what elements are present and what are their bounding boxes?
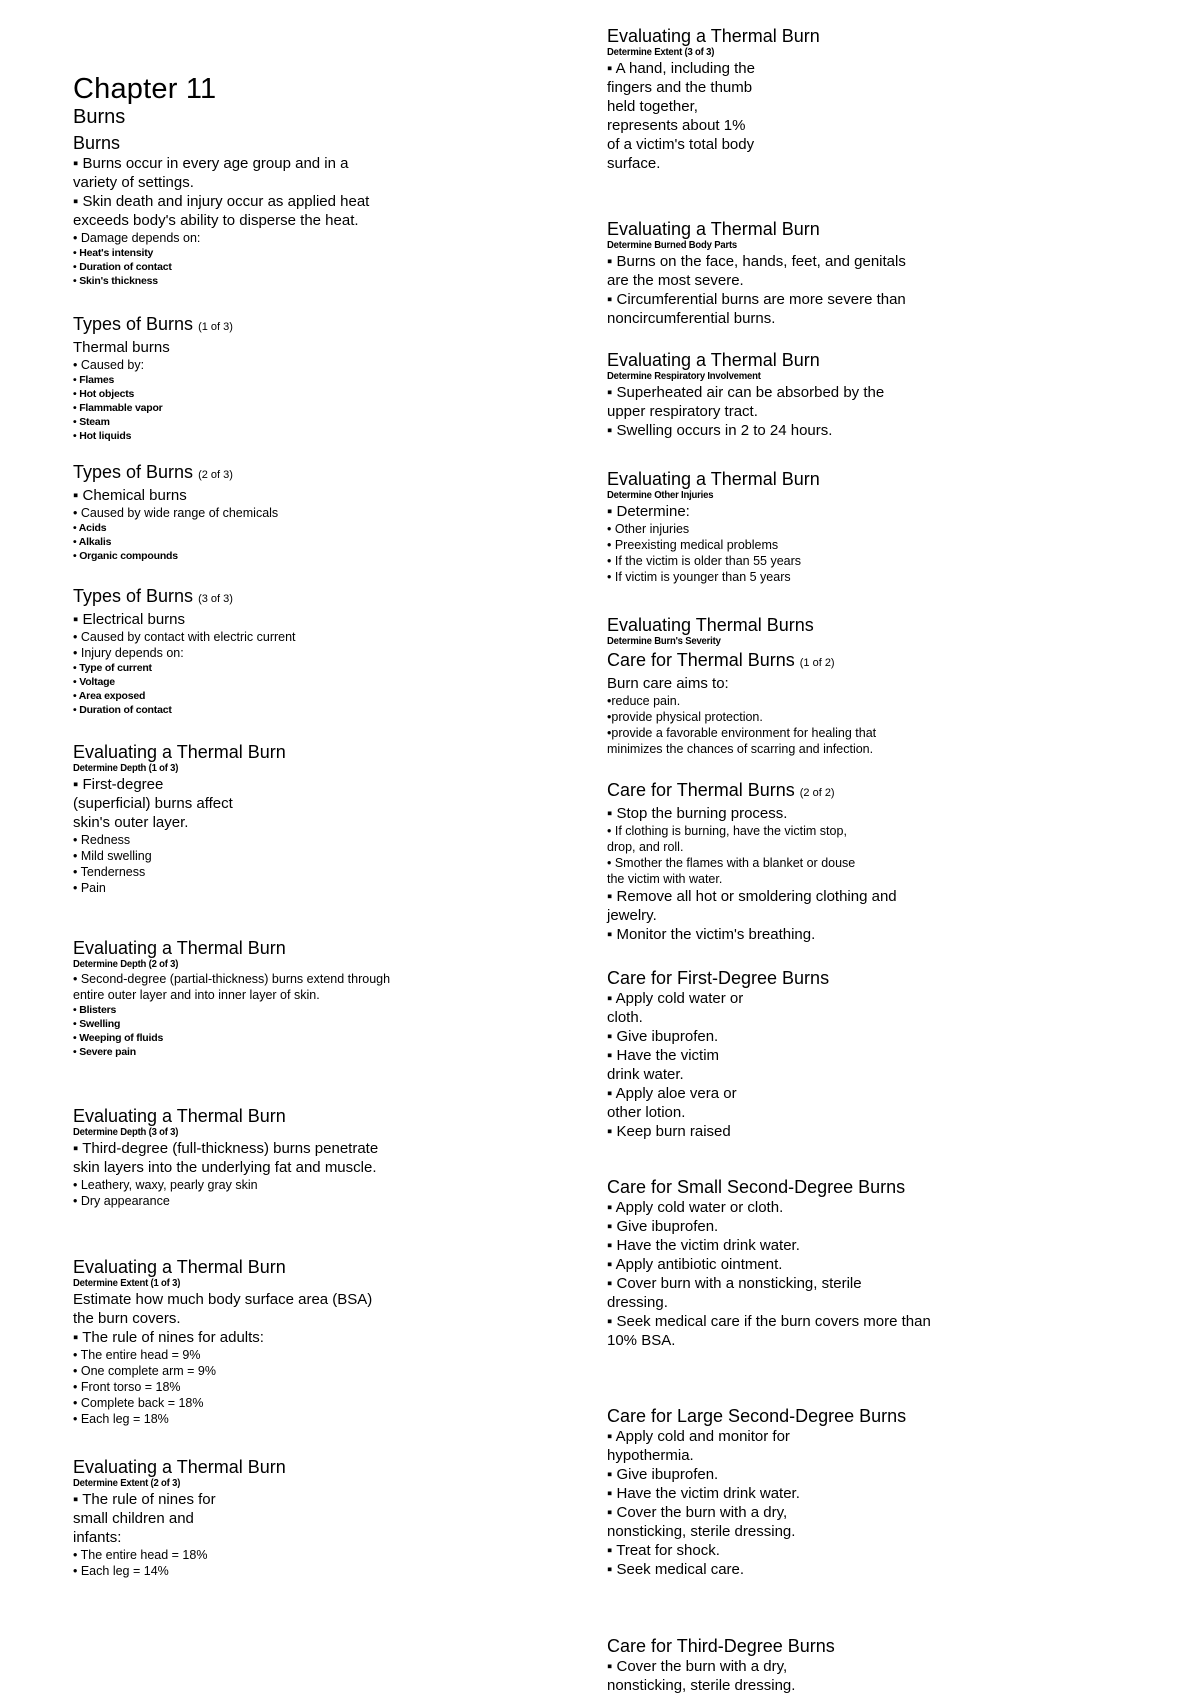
bullet: ▪ The rule of nines for adults: bbox=[73, 1329, 264, 1346]
chapter-title: Chapter 11 bbox=[73, 73, 217, 105]
slide-kicker: Determine Depth (1 of 3) bbox=[73, 763, 179, 774]
title-text: Types of Burns bbox=[73, 314, 194, 334]
sub-bullet: •reduce pain. bbox=[607, 694, 681, 708]
bullet: ▪ Give ibuprofen. bbox=[607, 1218, 719, 1235]
sub-sub-bullet: • Weeping of fluids bbox=[73, 1032, 164, 1044]
slide-kicker: Determine Extent (3 of 3) bbox=[607, 47, 715, 58]
sub-bullet: • The entire head = 18% bbox=[73, 1548, 208, 1562]
slide-kicker: Determine Depth (3 of 3) bbox=[73, 1127, 179, 1138]
slide-care-thermal-1 bbox=[607, 650, 1167, 757]
slide-kicker: Determine Other Injuries bbox=[607, 490, 714, 501]
sub-bullet: • Redness bbox=[73, 833, 131, 847]
bullet: ▪ First-degree (superficial) burns affect skin's outer layer. bbox=[73, 776, 233, 831]
slide-title bbox=[607, 650, 1167, 674]
sub-bullet: • Other injuries bbox=[607, 522, 690, 536]
bullet: ▪ Electrical burns bbox=[73, 611, 186, 628]
slide-evaluating-severity bbox=[607, 615, 1167, 648]
sub-sub-bullet: • Flames bbox=[73, 374, 115, 386]
sub-bullet: • If clothing is burning, have the victim stop, drop, and roll. bbox=[607, 824, 847, 854]
slide-evaluating-depth-2 bbox=[73, 938, 513, 1059]
sub-bullet: • Caused by: bbox=[73, 358, 145, 372]
bullet: ▪ Apply cold water or cloth. bbox=[607, 990, 744, 1026]
sub-sub-bullet: • Heat's intensity bbox=[73, 247, 154, 259]
slide-title: Evaluating a Thermal Burn bbox=[73, 1457, 286, 1477]
sub-bullet: • Each leg = 18% bbox=[73, 1412, 169, 1426]
sub-bullet: •provide a favorable environment for healing that minimizes the chances of scarring and infection. bbox=[607, 726, 877, 756]
sub-sub-bullet: • Flammable vapor bbox=[73, 402, 163, 414]
slide-kicker: Determine Extent (2 of 3) bbox=[73, 1478, 181, 1489]
bullet: ▪ Apply antibiotic ointment. bbox=[607, 1256, 783, 1273]
slide-kicker: Determine Burned Body Parts bbox=[607, 240, 738, 251]
sub-sub-bullet: • Steam bbox=[73, 416, 110, 428]
slide-evaluating-respiratory bbox=[607, 350, 1167, 440]
slide-title bbox=[73, 586, 513, 610]
sub-bullet: • Injury depends on: bbox=[73, 646, 184, 660]
bullet: ▪ Keep burn raised bbox=[607, 1123, 731, 1140]
bullet: ▪ Determine: bbox=[607, 503, 690, 520]
slide-evaluating-extent-3 bbox=[607, 26, 1167, 173]
sub-bullet: • If the victim is older than 55 years bbox=[607, 554, 802, 568]
slide-counter: (2 of 3) bbox=[198, 469, 233, 481]
bullet: ▪ A hand, including the fingers and the thumb held together, represents about 1% of a victim's total body surface. bbox=[607, 60, 755, 172]
sub-bullet: • Mild swelling bbox=[73, 849, 152, 863]
slide-title: Evaluating a Thermal Burn bbox=[73, 938, 286, 958]
slide-evaluating-body-parts bbox=[607, 219, 1167, 328]
slide-title bbox=[73, 314, 513, 338]
lead-text: Estimate how much body surface area (BSA) the burn covers. bbox=[73, 1291, 373, 1327]
sub-sub-bullet: • Area exposed bbox=[73, 690, 146, 702]
bullet: ▪ Have the victim drink water. bbox=[607, 1047, 720, 1083]
sub-sub-bullet: • Duration of contact bbox=[73, 704, 172, 716]
sub-bullet: •provide physical protection. bbox=[607, 710, 763, 724]
lead-text: Burn care aims to: bbox=[607, 675, 729, 692]
slide-counter: (1 of 3) bbox=[198, 321, 233, 333]
sub-sub-bullet: • Alkalis bbox=[73, 536, 112, 548]
sub-sub-bullet: • Skin's thickness bbox=[73, 275, 158, 287]
slide-title: Care for First-Degree Burns bbox=[607, 968, 830, 988]
sub-bullet: • Dry appearance bbox=[73, 1194, 170, 1208]
slide-evaluating-depth-1 bbox=[73, 742, 513, 896]
slide-kicker: Determine Extent (1 of 3) bbox=[73, 1278, 181, 1289]
bullet: ▪ Give ibuprofen. bbox=[607, 1466, 719, 1483]
bullet: ▪ Swelling occurs in 2 to 24 hours. bbox=[607, 422, 833, 439]
sub-bullet: • One complete arm = 9% bbox=[73, 1364, 216, 1378]
sub-bullet: • Leathery, waxy, pearly gray skin bbox=[73, 1178, 258, 1192]
bullet: ▪ Cover the burn with a dry, nonsticking, sterile dressing. bbox=[607, 1504, 796, 1540]
bullet: ▪ Chemical burns bbox=[73, 487, 187, 504]
bullet: ▪ Apply cold water or cloth. bbox=[607, 1199, 784, 1216]
sub-bullet: • Damage depends on: bbox=[73, 231, 201, 245]
bullet: ▪ Superheated air can be absorbed by the upper respiratory tract. bbox=[607, 384, 885, 420]
slide-title: Evaluating a Thermal Burn bbox=[607, 219, 820, 239]
slide-care-small-second-degree bbox=[607, 1177, 1167, 1350]
slide-care-first-degree bbox=[607, 968, 1167, 1141]
slide-kicker: Determine Burn's Severity bbox=[607, 636, 721, 647]
sub-bullet: • Front torso = 18% bbox=[73, 1380, 181, 1394]
bullet: ▪ Third-degree (full-thickness) burns penetrate skin layers into the underlying fat and muscle. bbox=[73, 1140, 379, 1176]
slide-care-large-second-degree bbox=[607, 1406, 1167, 1579]
bullet: ▪ Have the victim drink water. bbox=[607, 1485, 800, 1502]
bullet: ▪ Stop the burning process. bbox=[607, 805, 788, 822]
slide-title: Care for Third-Degree Burns bbox=[607, 1636, 835, 1656]
sub-sub-bullet: • Hot objects bbox=[73, 388, 135, 400]
sub-sub-bullet: • Type of current bbox=[73, 662, 152, 674]
slide-types-of-burns-2 bbox=[73, 462, 513, 563]
slide-evaluating-extent-2 bbox=[73, 1457, 513, 1579]
slide-evaluating-extent-1 bbox=[73, 1257, 513, 1427]
title-text: Care for Thermal Burns bbox=[607, 780, 795, 800]
chapter-subtitle: Burns bbox=[73, 106, 126, 128]
bullet: ▪ Circumferential burns are more severe than noncircumferential burns. bbox=[607, 291, 906, 327]
slide-title: Evaluating a Thermal Burn bbox=[73, 742, 286, 762]
sub-sub-bullet: • Blisters bbox=[73, 1004, 117, 1016]
bullet: ▪ Burns occur in every age group and in a variety of settings. bbox=[73, 155, 349, 191]
slide-kicker: Determine Depth (2 of 3) bbox=[73, 959, 179, 970]
slide-kicker: Determine Respiratory Involvement bbox=[607, 371, 761, 382]
sub-bullet: • Caused by contact with electric current bbox=[73, 630, 296, 644]
bullet: ▪ Seek medical care if the burn covers more than 10% BSA. bbox=[607, 1313, 931, 1349]
bullet: ▪ Give ibuprofen. bbox=[607, 1028, 719, 1045]
sub-sub-bullet: • Organic compounds bbox=[73, 550, 178, 562]
bullet: ▪ Skin death and injury occur as applied heat exceeds body's ability to disperse the heat. bbox=[73, 193, 370, 229]
title-text: Types of Burns bbox=[73, 462, 194, 482]
title-text: Types of Burns bbox=[73, 586, 194, 606]
slide-types-of-burns-1 bbox=[73, 314, 513, 443]
slide-title bbox=[607, 780, 1167, 804]
bullet: ▪ Have the victim drink water. bbox=[607, 1237, 800, 1254]
slide-evaluating-depth-3 bbox=[73, 1106, 513, 1209]
slide-evaluating-other-injuries bbox=[607, 469, 1167, 585]
bullet: ▪ Apply aloe vera or other lotion. bbox=[607, 1085, 737, 1121]
slide-title: Evaluating a Thermal Burn bbox=[607, 350, 820, 370]
chapter-heading-block bbox=[73, 72, 513, 129]
sub-bullet: • Preexisting medical problems bbox=[607, 538, 779, 552]
slide-burns bbox=[73, 133, 513, 288]
slide-title: Evaluating a Thermal Burn bbox=[607, 469, 820, 489]
slide-counter: (2 of 2) bbox=[799, 787, 835, 799]
sub-bullet: • Each leg = 14% bbox=[73, 1564, 169, 1578]
sub-bullet: • Second-degree (partial-thickness) burns extend through entire outer layer and into inner layer of skin. bbox=[73, 972, 391, 1002]
bullet: ▪ Cover the burn with a dry, nonsticking, sterile dressing. bbox=[607, 1658, 796, 1694]
slide-title: Care for Large Second-Degree Burns bbox=[607, 1406, 907, 1426]
bullet: ▪ Monitor the victim's breathing. bbox=[607, 926, 816, 943]
lead-text: Thermal burns bbox=[73, 339, 170, 356]
bullet: ▪ Remove all hot or smoldering clothing and jewelry. bbox=[607, 888, 897, 924]
title-text: Care for Thermal Burns bbox=[607, 650, 795, 670]
sub-sub-bullet: • Voltage bbox=[73, 676, 115, 688]
sub-sub-bullet: • Severe pain bbox=[73, 1046, 136, 1058]
bullet: ▪ Seek medical care. bbox=[607, 1561, 745, 1578]
slide-title: Care for Small Second-Degree Burns bbox=[607, 1177, 906, 1197]
sub-bullet: • Smother the flames with a blanket or douse the victim with water. bbox=[607, 856, 856, 886]
slide-title: Evaluating a Thermal Burn bbox=[607, 26, 820, 46]
slide-title: Evaluating Thermal Burns bbox=[607, 615, 814, 635]
sub-sub-bullet: • Hot liquids bbox=[73, 430, 132, 442]
bullet: ▪ Cover burn with a nonsticking, sterile dressing. bbox=[607, 1275, 862, 1311]
bullet: ▪ Burns on the face, hands, feet, and genitals are the most severe. bbox=[607, 253, 906, 289]
sub-bullet: • The entire head = 9% bbox=[73, 1348, 201, 1362]
slide-counter: (1 of 2) bbox=[799, 657, 835, 669]
sub-bullet: • Pain bbox=[73, 881, 106, 895]
slide-care-third-degree bbox=[607, 1636, 1167, 1695]
slide-counter: (3 of 3) bbox=[198, 593, 233, 605]
sub-sub-bullet: • Acids bbox=[73, 522, 107, 534]
slide-title bbox=[73, 462, 513, 486]
sub-bullet: • Complete back = 18% bbox=[73, 1396, 204, 1410]
bullet: ▪ Apply cold and monitor for hypothermia. bbox=[607, 1428, 790, 1464]
sub-bullet: • If victim is younger than 5 years bbox=[607, 570, 791, 584]
bullet: ▪ Treat for shock. bbox=[607, 1542, 720, 1559]
sub-bullet: • Tenderness bbox=[73, 865, 146, 879]
sub-sub-bullet: • Swelling bbox=[73, 1018, 121, 1030]
slide-title: Evaluating a Thermal Burn bbox=[73, 1257, 286, 1277]
bullet: ▪ The rule of nines for small children and infants: bbox=[73, 1491, 216, 1546]
slide-title: Burns bbox=[73, 133, 121, 153]
sub-bullet: • Caused by wide range of chemicals bbox=[73, 506, 279, 520]
slide-title: Evaluating a Thermal Burn bbox=[73, 1106, 286, 1126]
slide-care-thermal-2 bbox=[607, 780, 1167, 944]
slide-types-of-burns-3 bbox=[73, 586, 513, 717]
sub-sub-bullet: • Duration of contact bbox=[73, 261, 172, 273]
